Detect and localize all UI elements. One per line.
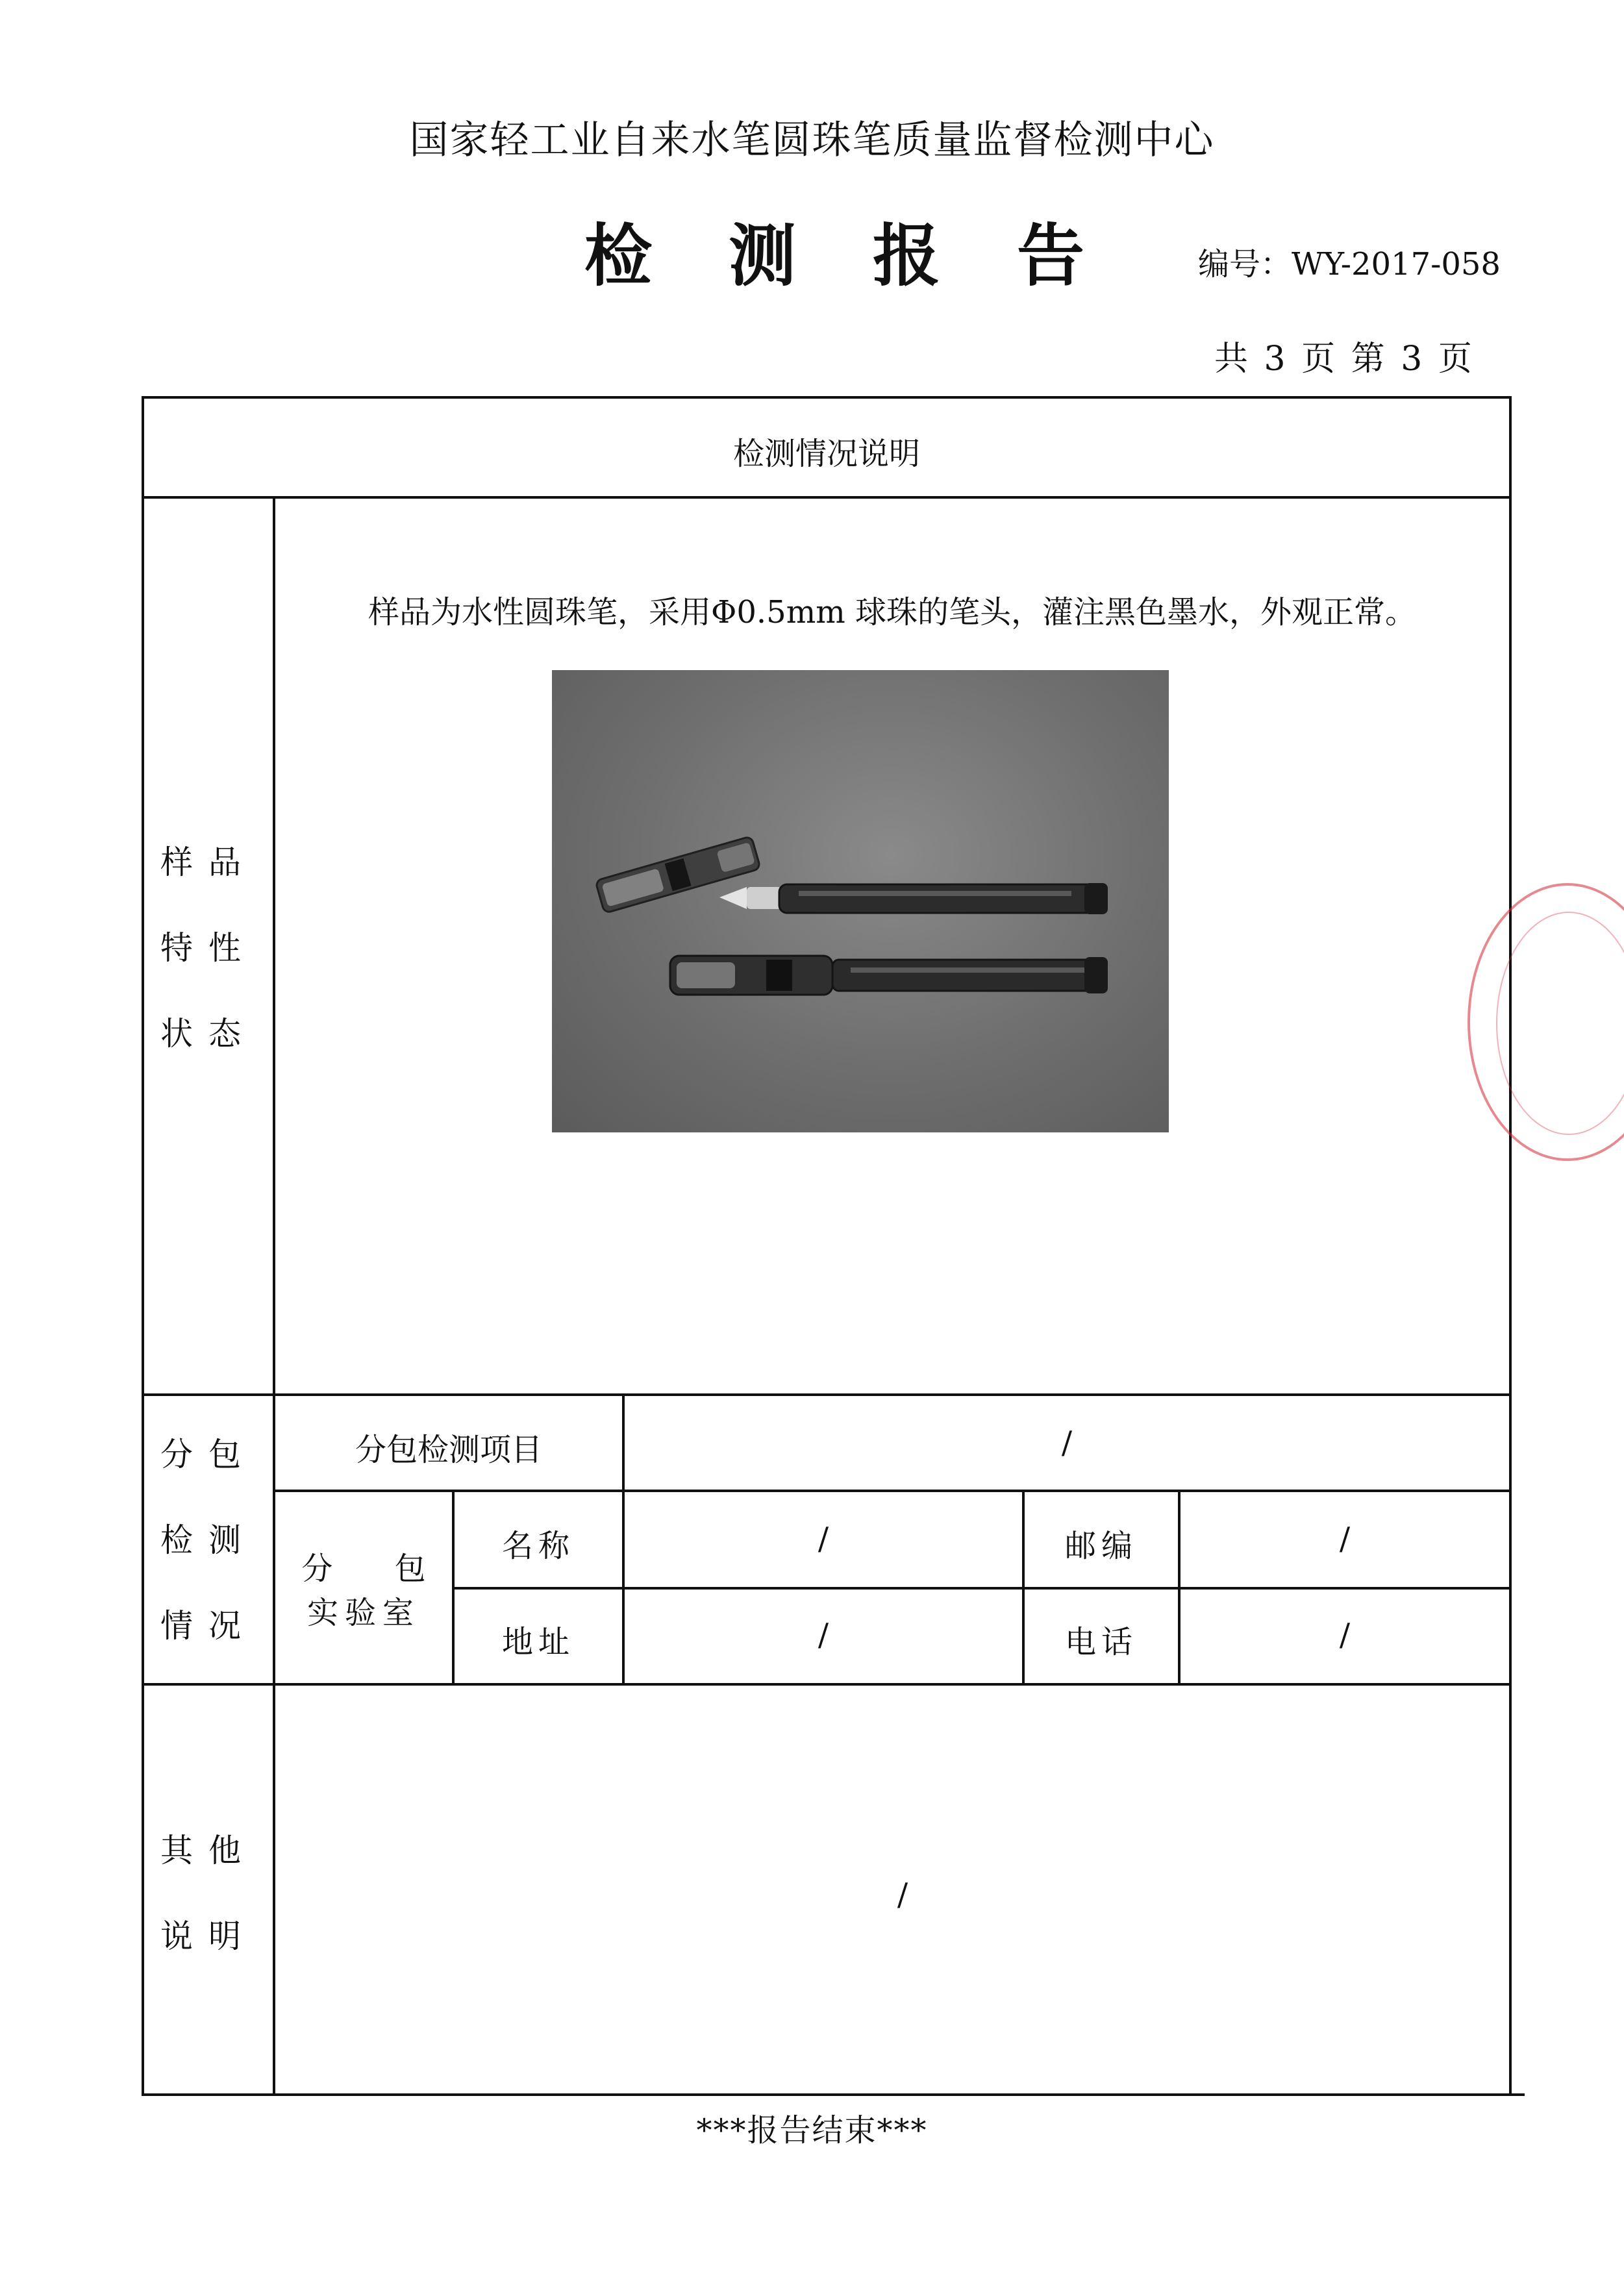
lab-address-value: / [818,1617,829,1653]
divider-label-column [273,496,275,2095]
divider-subcontract-items [274,1490,1512,1492]
subcontract-items-value: / [1061,1425,1073,1461]
subcontract-label-line-2: 检测 [160,1521,256,1559]
divider-title [142,496,1512,499]
divider-lab-rows [452,1587,1512,1590]
pen-capped-illustration [670,956,1108,995]
other-notes-label [144,1808,273,1979]
sample-label-line-1: 样品 [160,843,256,881]
sample-photo [552,670,1169,1132]
stamp-inner-ring [1496,912,1624,1135]
divider-subcontract [142,1683,1512,1686]
lab-label-line-1: 分 包 [301,1551,452,1587]
report-number: 编号：WY-2017-058 [1198,246,1501,282]
sample-description: 样品为水性圆珠笔，采用Φ0.5mm 球珠的笔头，灌注黑色墨水，外观正常。 [368,594,1416,630]
subcontract-label-line-3: 情况 [160,1607,256,1645]
other-notes-value: / [897,1877,908,1913]
lab-phone-label: 电话 [1064,1624,1138,1660]
divider-sample [142,1393,1512,1396]
report-end-marker: ***报告结束*** [696,2112,928,2149]
lab-name-value: / [818,1521,829,1557]
sample-label [144,819,273,1077]
pens-image [552,670,1169,1132]
subcontract-label-line-1: 分包 [160,1436,256,1473]
other-label-line-2: 说明 [160,1917,256,1955]
sample-label-line-3: 状态 [160,1015,256,1053]
subcontract-items-label: 分包检测项目 [355,1432,542,1468]
lab-label-line-2: 实验室 [306,1595,420,1631]
subcontract-label [144,1412,273,1669]
lab-phone-value: / [1339,1617,1351,1653]
other-label-line-1: 其他 [160,1832,256,1869]
lab-postcode-value: / [1339,1521,1351,1557]
table-border-bottom [142,2093,1525,2096]
divider-right-label [1178,1490,1181,1684]
table-border-top [142,396,1512,399]
page-info: 共 3 页 第 3 页 [1214,340,1475,379]
official-stamp [1468,883,1624,1161]
lab-name-label: 名称 [501,1528,575,1564]
table-border-right [1509,396,1512,2096]
section-title: 检测情况说明 [732,436,920,472]
organization-name: 国家轻工业自来水笔圆珠笔质量监督检测中心 [409,118,1215,163]
lab-postcode-label: 邮编 [1064,1528,1138,1564]
subcontract-lab-label [275,1547,452,1635]
lab-address-label: 地址 [501,1624,575,1660]
sample-label-line-2: 特性 [160,929,256,967]
report-title: 检测报告 [584,216,1162,295]
pen-uncapped-illustration [719,883,1108,914]
